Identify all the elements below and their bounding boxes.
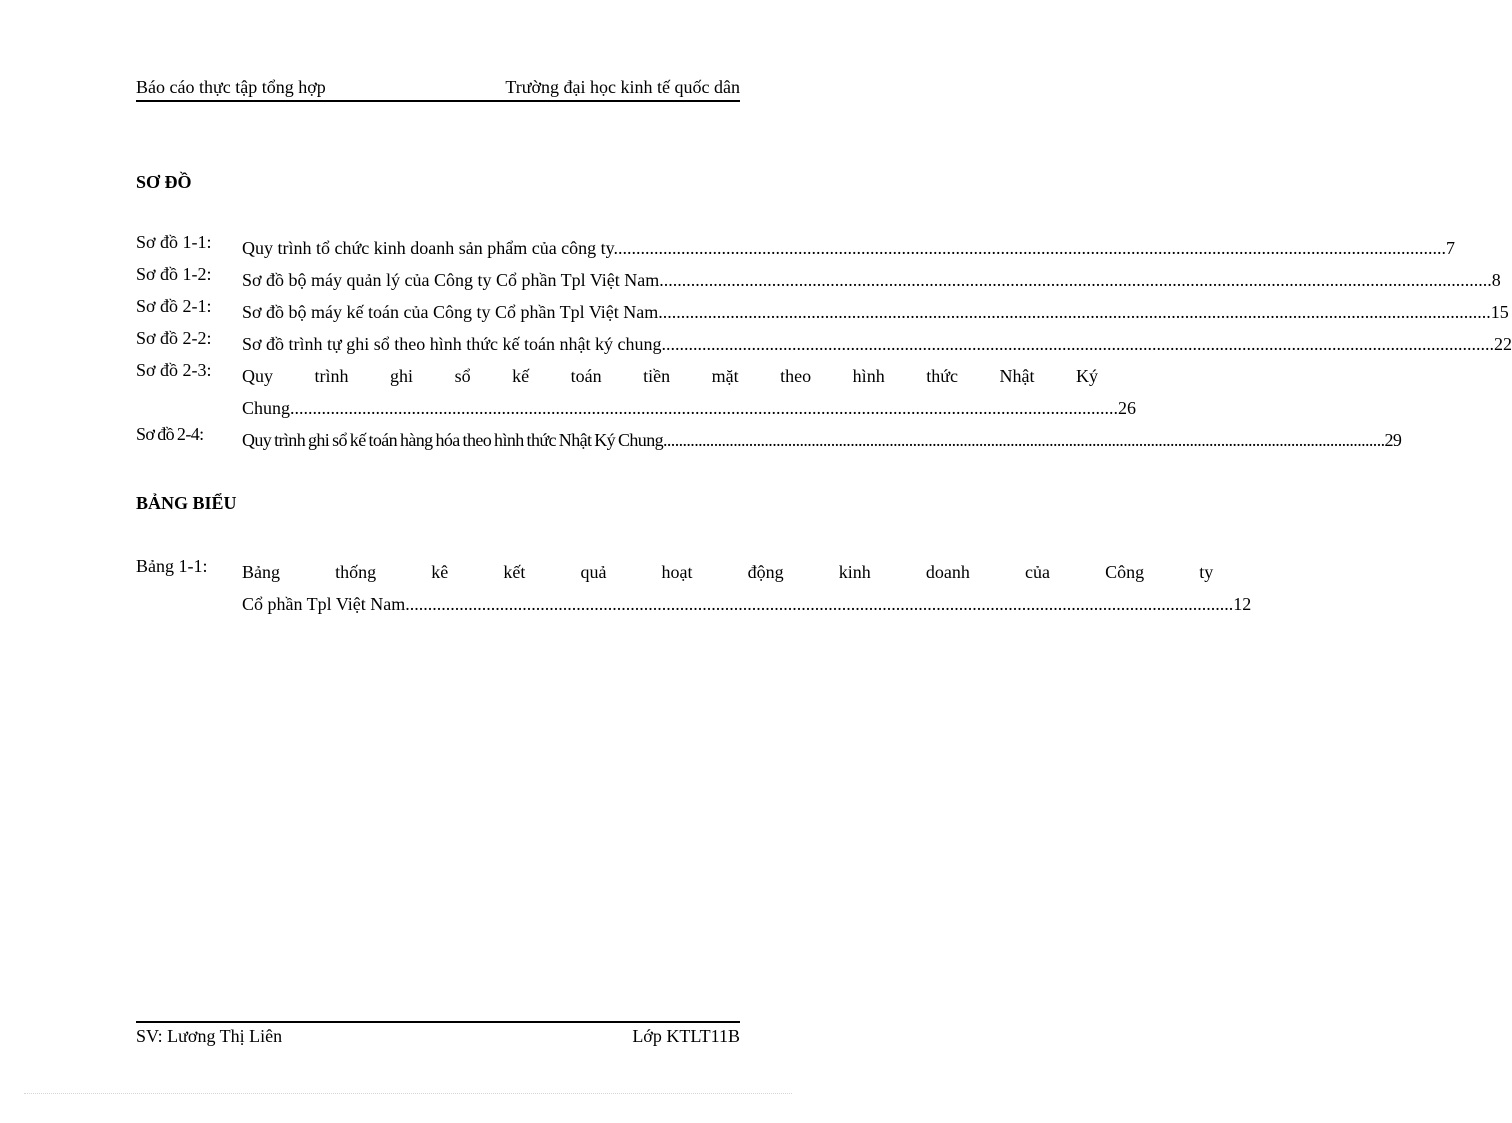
toc-entry-page: 7 bbox=[1446, 238, 1456, 258]
tables-list bbox=[136, 556, 1252, 620]
toc-entry-label: Sơ đồ 2-4: bbox=[136, 424, 204, 444]
toc-entry[interactable] bbox=[136, 424, 1402, 456]
toc-entry-page: 22 bbox=[1493, 334, 1512, 354]
footer-class: Lớp KTLT11B bbox=[632, 1026, 740, 1046]
footer-student-name: SV: Lương Thị Liên bbox=[136, 1026, 283, 1046]
dot-leader bbox=[618, 232, 1446, 264]
toc-entry-title: Sơ đồ trình tự ghi sổ theo hình thức kế toán nhật ký chung. bbox=[242, 334, 666, 354]
toc-entry-title-continued: Chung bbox=[242, 398, 291, 418]
toc-entry-page: 26 bbox=[1118, 398, 1137, 418]
toc-entry-label: Sơ đồ 1-2: bbox=[136, 264, 212, 284]
toc-entry[interactable] bbox=[136, 264, 1501, 296]
toc-entry-title: Sơ đồ bộ máy quản lý của Công ty Cổ phần Tpl Việt Nam. bbox=[242, 270, 664, 290]
toc-entry-page: 29 bbox=[1384, 430, 1402, 450]
toc-entry[interactable] bbox=[136, 296, 1509, 328]
diagrams-section-title: SƠ ĐỒ bbox=[136, 172, 192, 192]
dot-leader bbox=[667, 424, 1385, 456]
header-report-title: Báo cáo thực tập tổng hợp bbox=[136, 77, 326, 97]
toc-entry[interactable] bbox=[136, 360, 1137, 424]
toc-entry-title: Quy trình ghi sổ kế toán hàng hóa theo hình thức Nhật Ký Chung. bbox=[242, 430, 667, 450]
toc-entry-title: Quy trình ghi sổ kế toán tiền mặt theo hình thức Nhật Ký bbox=[242, 366, 1099, 386]
header-university: Trường đại học kinh tế quốc dân bbox=[505, 77, 740, 97]
toc-entry[interactable] bbox=[136, 328, 1512, 360]
toc-entry-title: Sơ đồ bộ máy kế toán của Công ty Cổ phần Tpl Việt Nam. bbox=[242, 302, 663, 322]
dot-leader bbox=[290, 392, 1118, 424]
toc-entry-label: Sơ đồ 2-2: bbox=[136, 328, 212, 348]
toc-entry-label: Sơ đồ 1-1: bbox=[136, 232, 212, 252]
footer-divider bbox=[136, 1021, 740, 1023]
dot-leader bbox=[664, 264, 1492, 296]
diagrams-list bbox=[136, 232, 1512, 456]
toc-entry-title: Quy trình tổ chức kinh doanh sản phẩm của công ty. bbox=[242, 238, 619, 258]
toc-entry-label: Sơ đồ 2-1: bbox=[136, 296, 212, 316]
dot-leader bbox=[666, 328, 1494, 360]
page-header bbox=[136, 76, 740, 102]
toc-entry-label: Bảng 1-1: bbox=[136, 556, 208, 576]
toc-entry-page: 15 bbox=[1490, 302, 1509, 322]
dot-leader bbox=[405, 588, 1233, 620]
toc-entry-label: Sơ đồ 2-3: bbox=[136, 360, 212, 380]
dot-leader bbox=[663, 296, 1491, 328]
page-footer bbox=[136, 1025, 740, 1047]
toc-entry[interactable] bbox=[136, 232, 1456, 264]
toc-entry-page: 8 bbox=[1491, 270, 1501, 290]
toc-entry-title: Bảng thống kê kết quả hoạt động kinh doanh của Công ty bbox=[242, 562, 1214, 582]
page-bottom-edge bbox=[24, 1093, 792, 1094]
toc-entry-title-continued: Cổ phần Tpl Việt Nam bbox=[242, 594, 406, 614]
toc-entry-page: 12 bbox=[1233, 594, 1252, 614]
tables-section-title: BẢNG BIỂU bbox=[136, 493, 237, 513]
toc-entry[interactable] bbox=[136, 556, 1252, 620]
